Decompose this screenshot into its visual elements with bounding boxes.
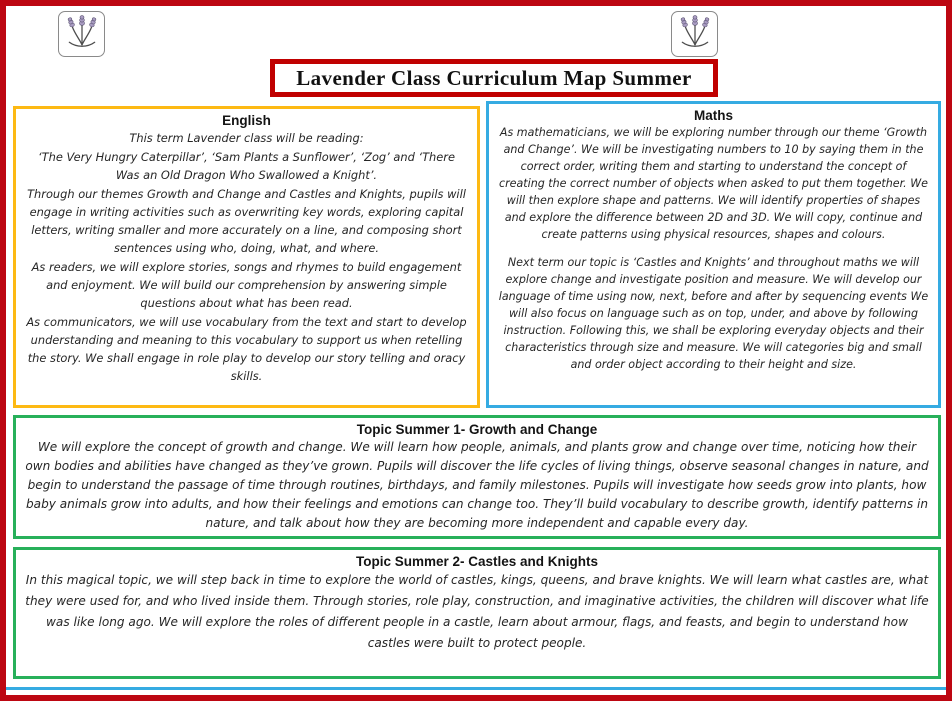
topic-summer-2-heading: Topic Summer 2- Castles and Knights (355, 554, 599, 569)
english-paragraph: As readers, we will explore stories, songs and rhymes to build engagement and enjoyment. We will build our comprehension by answering simple questions about what has been read. (31, 260, 462, 311)
lavender-plant-icon (676, 13, 714, 55)
maths-paragraph: Next term our topic is ‘Castles and Knights’ and throughout maths we will explore change and investigate position and measure. We will develop our language of time using now, next, before and after by sequencing events We will also focus on language such as on top, under, and above by following instruction. Following this, we shall be exploring everyday objects and their characteristics through size and measure. We will categories big and small and order object according to their height and size. (498, 255, 929, 372)
english-paragraph: ‘The Very Hungry Caterpillar’, ‘Sam Plants a Sunflower’, ‘Zog’ and ‘There Was an Old Dragon Who Swallowed a Knight’. (38, 150, 455, 183)
lavender-logo-right (671, 11, 718, 57)
cropped-next-box-top-border (6, 687, 946, 690)
topic-summer-1-heading: Topic Summer 1- Growth and Change (356, 422, 598, 437)
page-title: Lavender Class Curriculum Map Summer (296, 65, 692, 90)
english-heading: English (222, 113, 271, 128)
english-paragraph: Through our themes Growth and Change and Castles and Knights, pupils will engage in writing activities such as overwriting key words, exploring capital letters, writing smaller and more accurately on a line, and composing short sentences using who, doing, what, and where. (27, 187, 466, 256)
topic-summer-1-section (13, 415, 941, 539)
topic-summer-2-body: In this magical topic, we will step back in time to explore the world of castles, kings, queens, and brave knights. We will learn what castles are, what they were used for, and who lived inside them. Through stories, role play, construction, and imaginative activities, the children will discover what life was like long ago. We will explore the roles of different people in a castle, learn about armour, flags, and feasts, and begin to understand how castles were built to protect people. (25, 573, 929, 651)
topic-summer-1-body: We will explore the concept of growth and change. We will learn how people, animals, and plants grow and change over time, noticing how their own bodies and abilities have changed as they’ve grown. Pupils will discover the life cycles of living things, observe seasonal changes in nature, and begin to understand the passage of time through routines, birthdays, and family milestones. Pupils will investigate how seeds grow into plants, how baby animals grow into adults, and how their feelings and emotions can change too. They’ll build vocabulary to describe growth, identify patterns in nature, and talk about how they are becoming more independent and capable every day. (25, 440, 929, 531)
english-paragraph: This term Lavender class will be reading: (129, 131, 364, 145)
document-title-box (270, 59, 718, 97)
maths-section (486, 101, 941, 408)
lavender-plant-icon (63, 13, 101, 55)
lavender-logo-left (58, 11, 105, 57)
english-paragraph: As communicators, we will use vocabulary from the text and start to develop understanding and meaning to this vocabulary to support us when retelling the story. We shall engage in role play to develop our story telling and oracy skills. (26, 315, 467, 384)
maths-heading: Maths (693, 108, 733, 123)
english-section (13, 106, 480, 408)
topic-summer-2-section (13, 547, 941, 679)
maths-paragraph: As mathematicians, we will be exploring number through our theme ‘Growth and Change’. We will be investigating numbers to 10 by saying them in the correct order, writing them and starting to understand the concept of creating the correct number of objects when asked to put them together. We will then explore shape and patterns. We will identify properties of shapes and explore the difference between 2D and 3D. We will copy, continue and create patterns using physical resources, shapes and colours. (498, 126, 929, 242)
